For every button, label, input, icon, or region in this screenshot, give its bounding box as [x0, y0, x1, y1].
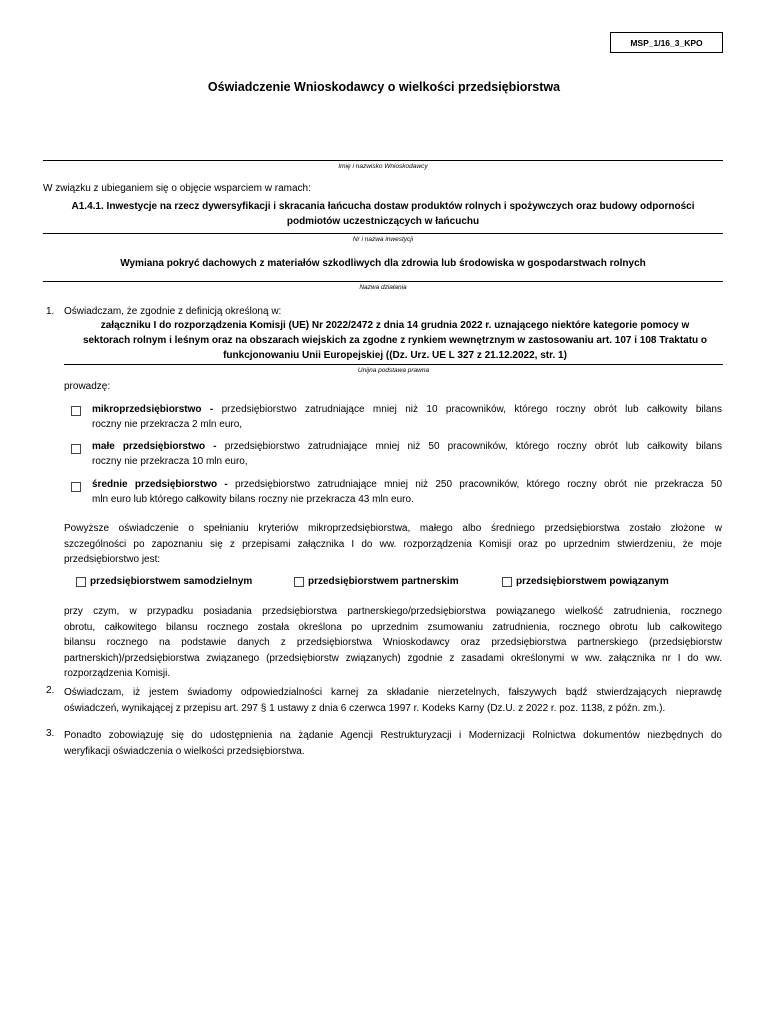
independent-enterprise-option [76, 576, 252, 587]
point2-text [64, 685, 722, 716]
partner-line4: partnerskich)/przedsiębiorstwa związanego (przedsiębiorstw związanych) zgodnie z zasadami określonymi w ww. załącznika nr I do ww. [64, 652, 722, 664]
regulation-line3: funkcjonowaniu Unii Europejskiej ((Dz. Urz. UE L 327 z 21.12.2022, str. 1) [223, 350, 567, 361]
intro-text: W związku z ubieganiem się o objęcie wsparciem w ramach: [43, 183, 311, 194]
small-desc1: przedsiębiorstwo zatrudniające mniej niż 50 pracowników, którego roczny obrót lub całkowity bilans [224, 441, 722, 452]
point3-line1: Ponadto zobowiązuję się do udostępnienia na żądanie Agencji Restrukturyzacji i Modernizacji Rolnictwa dokumentów niezbędnych do [64, 730, 722, 741]
partner-line5: rozporządzenia Komisji. [64, 668, 171, 679]
partner-enterprise-checkbox[interactable] [294, 577, 304, 587]
micro-enterprise-checkbox[interactable] [71, 406, 81, 416]
independent-enterprise-label: przedsiębiorstwem samodzielnym [90, 576, 253, 587]
regulation-line1: załączniku I do rozporządzenia Komisji (UE) Nr 2022/2472 z dnia 14 grudnia 2022 r. uznającego niektóre kategorie pomocy w [100, 320, 690, 331]
action-caption: Nazwa działania [359, 284, 407, 291]
micro-term: mikroprzedsiębiorstwo - [92, 404, 214, 415]
medium-enterprise-checkbox[interactable] [71, 482, 81, 492]
point2-line2: oświadczeń, wynikającej z przepisu art. 297 § 1 ustawy z dnia 6 czerwca 1997 r. Kodeks Karny (Dz.U. z 2022 r. poz. 1138, z późn. zm.). [64, 702, 666, 714]
point1-number: 1. [46, 306, 55, 317]
linked-enterprise-label: przedsiębiorstwem powiązanym [516, 576, 669, 587]
partner-paragraph [64, 604, 722, 682]
small-enterprise-option [92, 439, 722, 469]
partner-line1: przy czym, w przypadku posiadania przedsiębiorstwa partnerskiego/przedsiębiorstwa powiązanego wielkość zatrudnienia, rocznego [64, 606, 722, 617]
form-code: MSP_1/16_3_KPO [630, 37, 703, 48]
partner-enterprise-option [294, 576, 459, 587]
micro-desc1: przedsiębiorstwo zatrudniające mniej niż 10 pracowników, którego roczny obrót lub całkowity bilans [221, 404, 722, 415]
statement-line2: szczególności po zapoznaniu się z przepisami załącznika I do ww. rozporządzenia Komisji oraz po uprzednim stwierdzeniu, że moje [64, 538, 722, 550]
micro-enterprise-option [92, 402, 722, 432]
partner-enterprise-label: przedsiębiorstwem partnerskim [308, 576, 459, 587]
partner-line2: obrotu, całkowitego bilansu rocznego została określona po uprzednim zsumowaniu zatrudnienia, rocznego obrotu lub całkowitego [64, 621, 722, 633]
micro-desc2: roczny nie przekracza 2 mln euro, [92, 419, 243, 430]
point2-line1: Oświadczam, iż jestem świadomy odpowiedzialności karnej za składanie nierzetelnych, fałszywych bądź stwierdzających nieprawdę [64, 687, 722, 698]
document-title: Oświadczenie Wnioskodawcy o wielkości przedsiębiorstwa [207, 80, 561, 94]
medium-desc2: mln euro lub którego całkowity bilans roczny nie przekracza 43 mln euro. [92, 494, 414, 505]
small-desc2: roczny nie przekracza 10 mln euro, [92, 456, 248, 467]
linked-enterprise-checkbox[interactable] [502, 577, 512, 587]
medium-term: średnie przedsiębiorstwo - [92, 479, 228, 490]
statement-line1: Powyższe oświadczenie o spełnianiu kryteriów mikroprzedsiębiorstwa, małego albo średniego przedsiębiorstwa zostało złożone w [64, 523, 722, 534]
regulation-line [64, 364, 723, 365]
point3-text [64, 728, 722, 759]
investment-name-line2: podmiotów uczestniczących w łańcuchu [286, 216, 480, 227]
investment-caption: Nr i nazwa inwestycji [352, 236, 414, 243]
point1-text: Oświadczam, że zgodnie z definicją określoną w: [64, 306, 282, 317]
applicant-caption: Imię i nazwisko Wnioskodawcy [338, 163, 428, 170]
statement-line3: przedsiębiorstwo jest: [64, 554, 161, 565]
small-enterprise-checkbox[interactable] [71, 444, 81, 454]
point3-number: 3. [46, 728, 55, 739]
partner-line3: bilansu rocznego na podstawie danych z przedsiębiorstwa Wnioskodawcy oraz przedsiębiorstwa partnerskiego (przedsiębiorstw [64, 637, 722, 648]
applicant-name-line[interactable] [43, 160, 723, 161]
regulation-line2: sektorach rolnym i leśnym oraz na obszarach wiejskich za zgodne z rynkiem wewnętrznym w zastosowaniu art. 107 i 108 Traktatu o [82, 335, 708, 346]
linked-enterprise-option [502, 576, 669, 587]
small-term: małe przedsiębiorstwo - [92, 441, 217, 452]
point2-number: 2. [46, 685, 55, 696]
statement-paragraph [64, 521, 722, 568]
form-code-box [610, 32, 723, 53]
investment-name-line1: A1.4.1. Inwestycje na rzecz dywersyfikacji i skracania łańcucha dostaw produktów rolnych i spożywczych oraz budowy odporności [71, 201, 695, 212]
action-name: Wymiana pokryć dachowych z materiałów szkodliwych dla zdrowia lub środowiska w gospodarstwach rolnych [120, 258, 646, 269]
prowadze-label: prowadzę: [64, 381, 111, 392]
legal-basis-caption: Unijna podstawa prawna [357, 367, 430, 374]
investment-line [43, 233, 723, 234]
point3-line2: weryfikacji oświadczenia o wielkości przedsiębiorstwa. [64, 745, 305, 757]
medium-desc1: przedsiębiorstwo zatrudniające mniej niż 250 pracowników, którego roczny obrót nie przekracza 50 [235, 479, 723, 490]
independent-enterprise-checkbox[interactable] [76, 577, 86, 587]
medium-enterprise-option [92, 477, 722, 507]
action-line [43, 281, 723, 282]
